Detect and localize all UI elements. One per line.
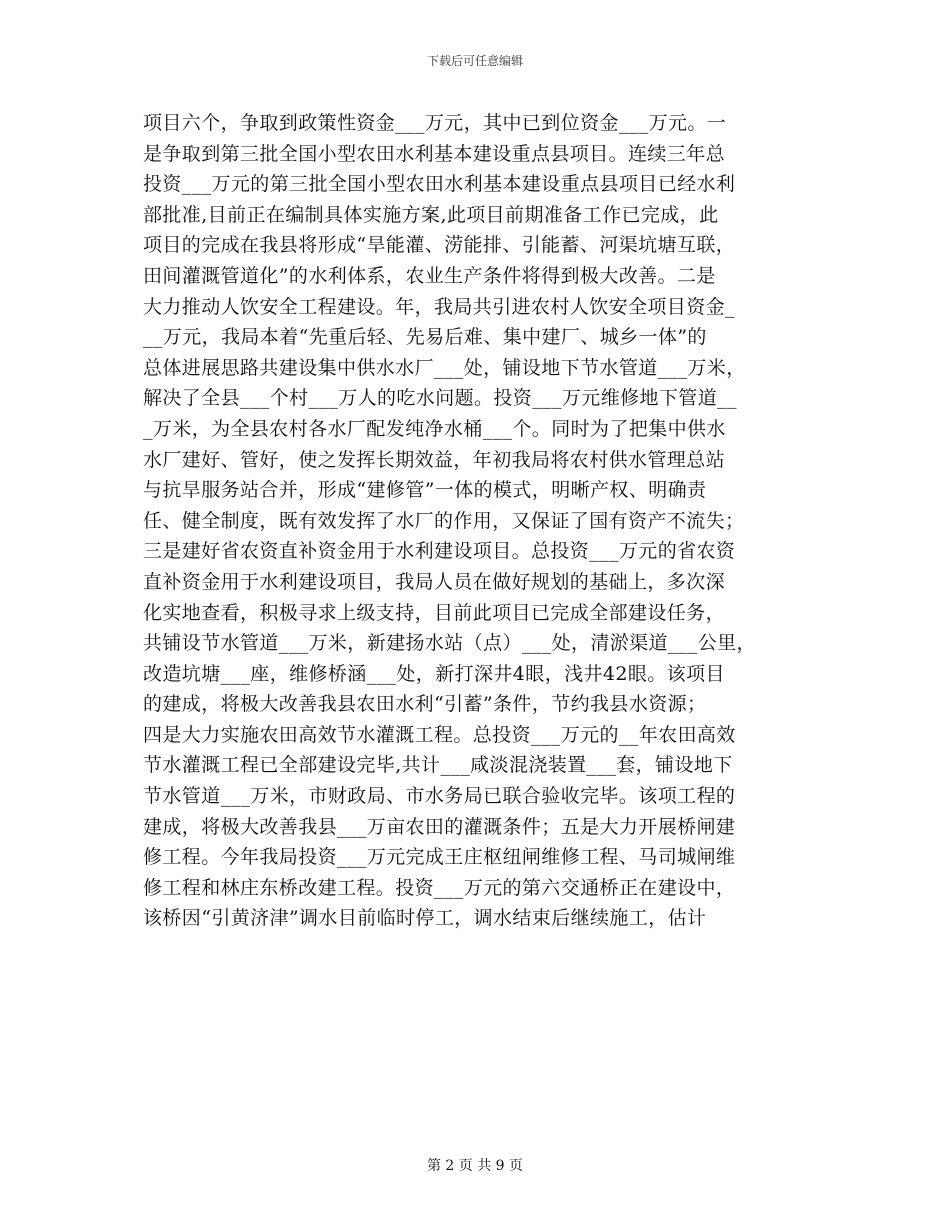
body-line: 项目的完成在我县将形成“旱能灌、涝能排、引能蓄、河渠坑塘互联， [143, 234, 736, 257]
body-line: 是争取到第三批全国小型农田水利基本建设重点县项目。连续三年总 [143, 142, 726, 165]
body-line: 改造坑塘___座，维修桥涵___处，新打深井4眼，浅井42眼。该项目 [143, 662, 725, 685]
body-line: 总体进展思路共建设集中供水水厂___处，铺设地下节水管道___万米， [143, 356, 746, 379]
body-line: __万元，我局本着“先重后轻、先易后难、集中建厂、城乡一体”的 [143, 326, 707, 349]
body-line: 与抗旱服务站合并，形成“建修管”一体的模式，明晰产权、明确责 [143, 479, 707, 502]
page-header: 下载后可任意编辑 [426, 54, 523, 68]
body-line: 建成，将极大改善我县___万亩农田的灌溉条件；五是大力开展桥闸建 [143, 815, 736, 838]
body-line: 四是大力实施农田高效节水灌溉工程。总投资___万元的__年农田高效 [143, 723, 736, 746]
body-line: 田间灌溉管道化”的水利体系，农业生产条件将得到极大改善。二是 [143, 264, 716, 287]
body-line: _万米，为全县农村各水厂配发纯净水桶___个。同时为了把集中供水 [143, 417, 726, 440]
body-line: 修工程。今年我局投资___万元完成王庄枢纽闸维修工程、马司城闸维 [143, 846, 736, 869]
body-line: 节水管道___万米，市财政局、市水务局已联合验收完毕。该项工程的 [143, 785, 736, 808]
document-body [143, 108, 843, 934]
body-line: 化实地查看，积极寻求上级支持，目前此项目已完成全部建设任务， [143, 601, 726, 624]
body-line: 大力推动人饮安全工程建设。年，我局共引进农村人饮安全项目资金_ [143, 295, 735, 318]
body-line: 的建成，将极大改善我县农田水利“引蓄”条件，节约我县水资源； [143, 693, 707, 716]
body-line: 该桥因“引黄济津”调水目前临时停工，调水结束后继续施工，估计 [143, 907, 707, 930]
page-number: 第 2 页 共 9 页 [426, 1158, 524, 1174]
body-line: 水厂建好、管好，使之发挥长期效益，年初我局将农村供水管理总站 [143, 448, 726, 471]
body-line: 节水灌溉工程已全部建设完毕,共计___咸淡混浇装置___套，铺设地下 [143, 754, 733, 777]
body-line: 共铺设节水管道___万米，新建扬水站（点）___处，清淤渠道___公里， [143, 632, 756, 655]
body-line: 项目六个，争取到政策性资金___万元，其中已到位资金___万元。一 [143, 112, 727, 134]
body-line: 直补资金用于水利建设项目，我局人员在做好规划的基础上，多次深 [143, 570, 726, 593]
body-line: 解决了全县___个村___万人的吃水问题。投资___万元维修地下管道__ [143, 387, 737, 410]
body-line: 三是建好省农资直补资金用于水利建设项目。总投资___万元的省农资 [143, 540, 736, 563]
body-line: 部批准,目前正在编制具体实施方案,此项目前期准备工作已完成，此 [143, 203, 719, 226]
body-line: 任、健全制度，既有效发挥了水厂的作用，又保证了国有资产不流失； [143, 509, 745, 532]
body-line: 修工程和林庄东桥改建工程。投资___万元的第六交通桥正在建设中， [143, 876, 736, 899]
body-line: 投资___万元的第三批全国小型农田水利基本建设重点县项目已经水利 [143, 173, 736, 196]
